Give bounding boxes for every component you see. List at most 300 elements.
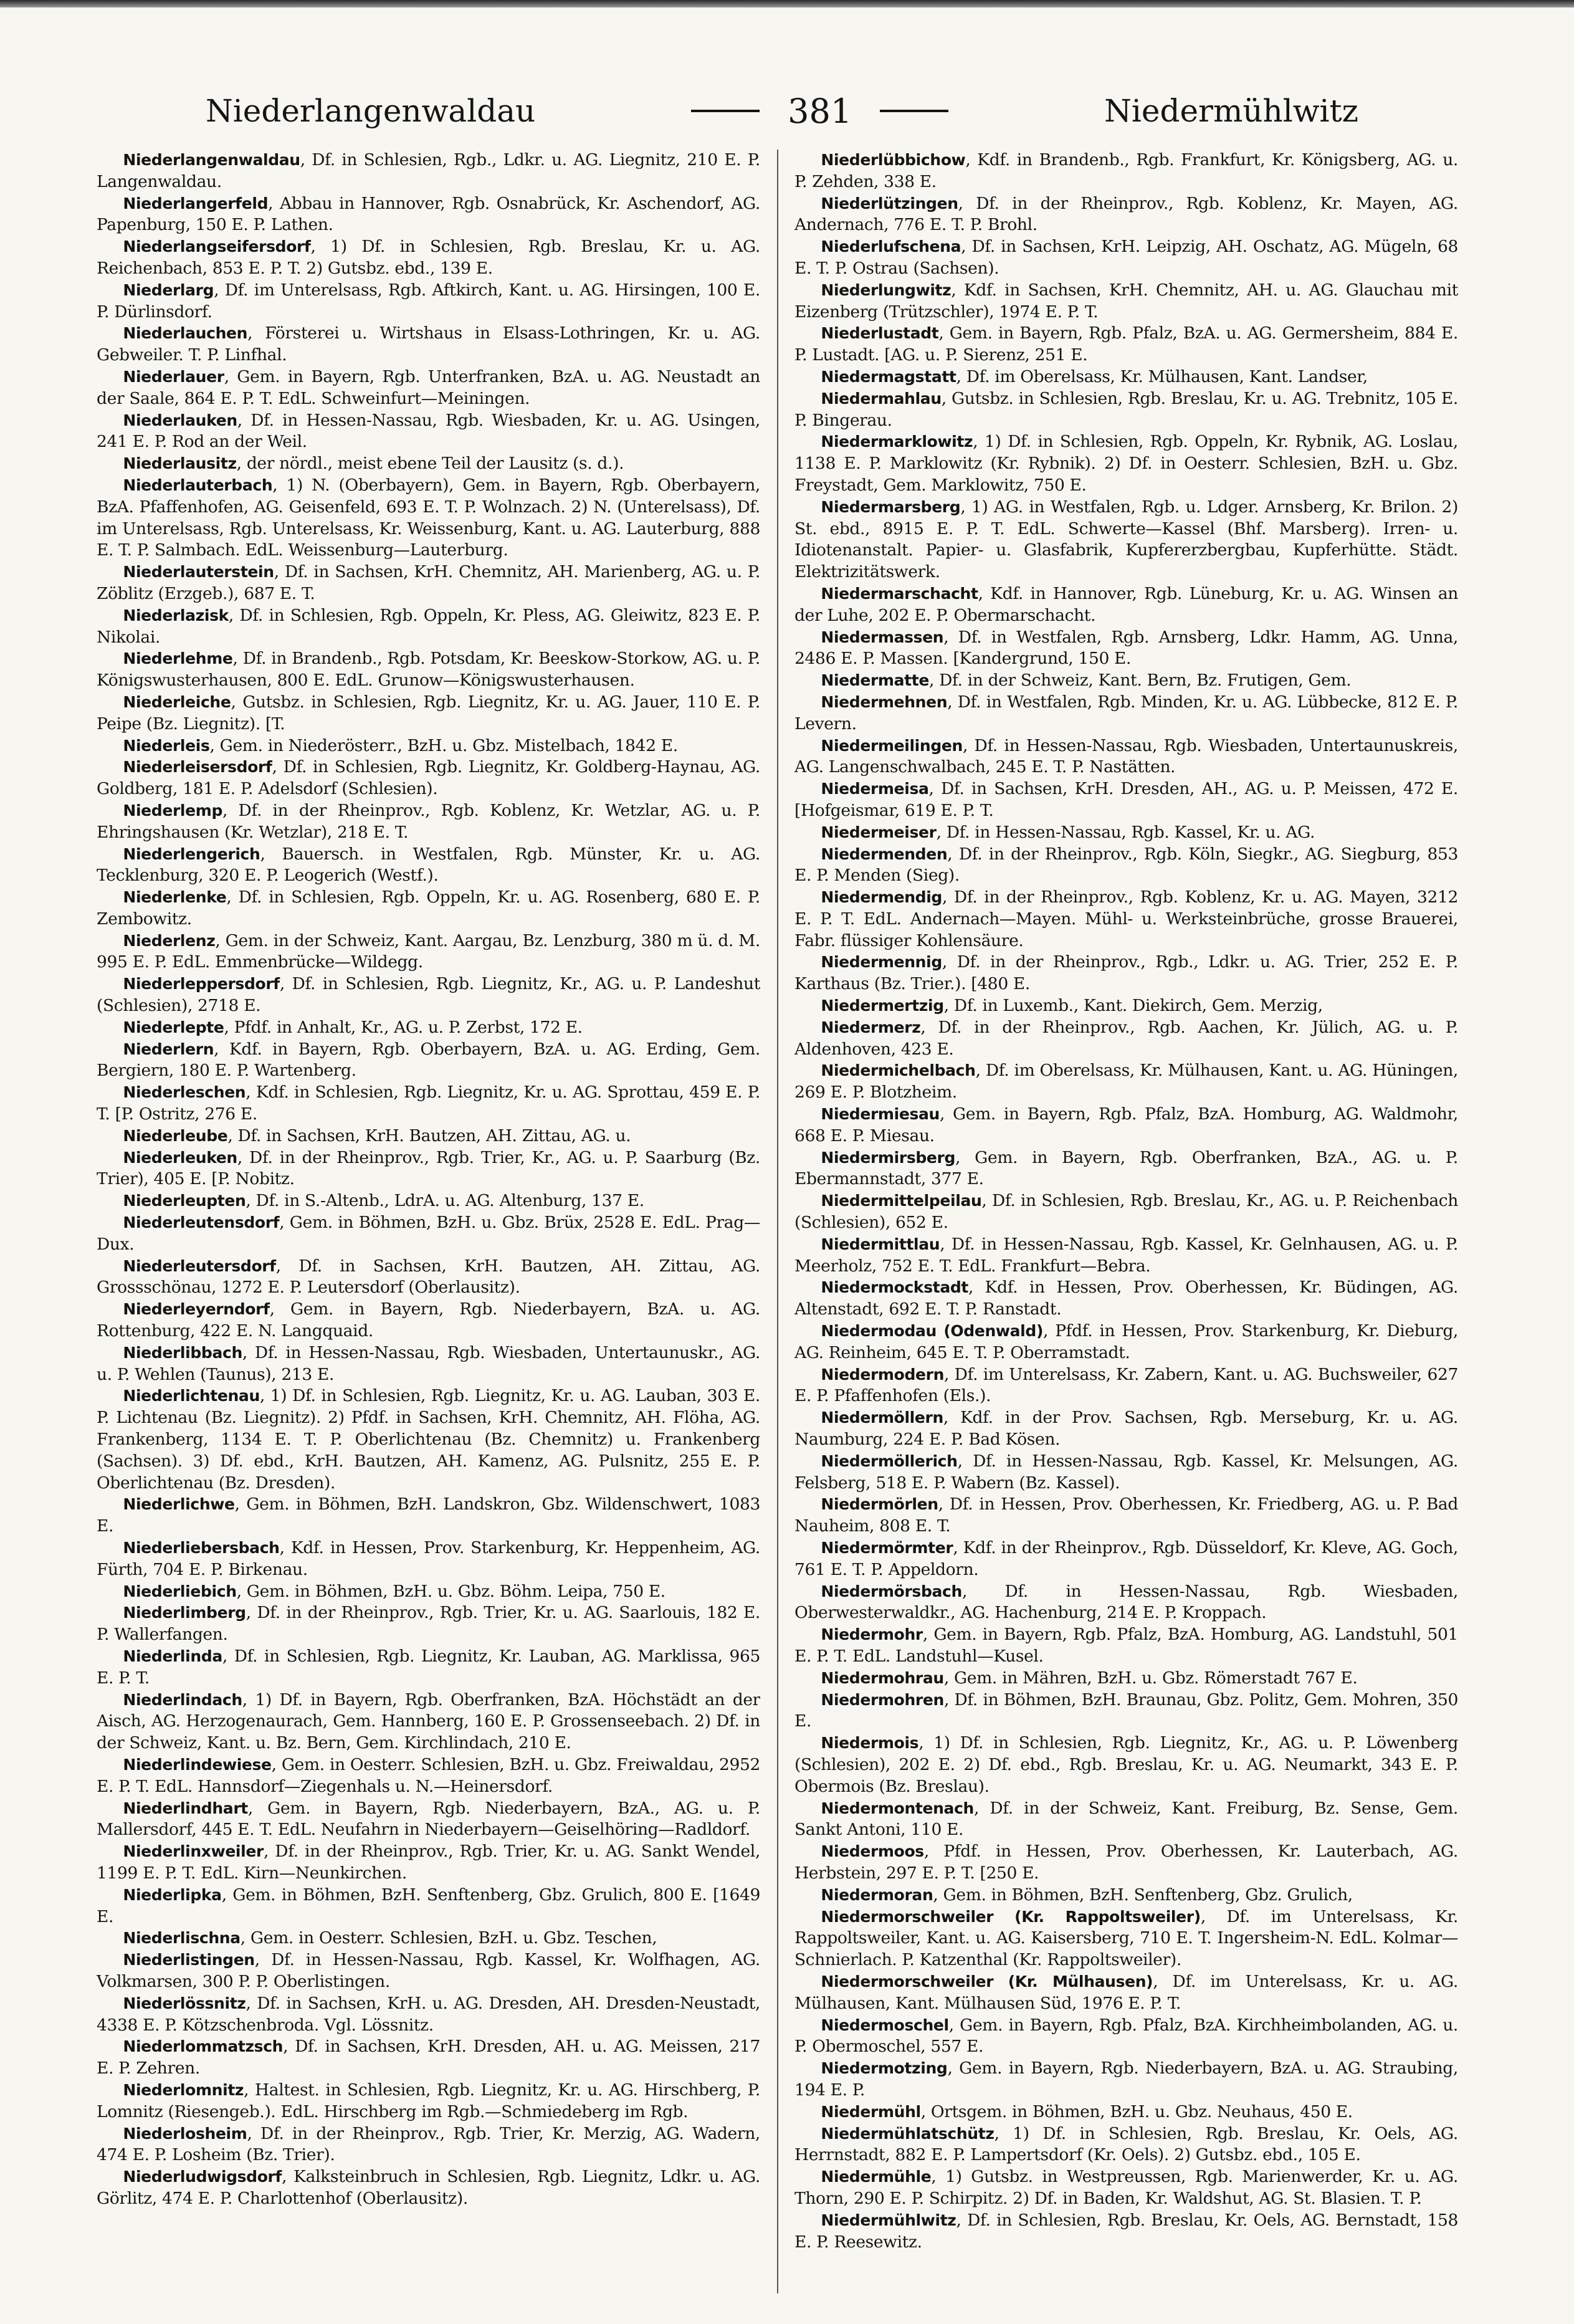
gazetteer-entry bbox=[97, 1993, 760, 2037]
entry-headword: Niedermohrau bbox=[821, 1668, 944, 1687]
gazetteer-entry bbox=[97, 1190, 760, 1212]
entry-headword: Niederlustadt bbox=[821, 324, 939, 343]
gazetteer-entry bbox=[97, 887, 760, 930]
gazetteer-entry bbox=[97, 410, 760, 454]
entry-text: , Df. in Böhmen, BzH. Braunau, Gbz. Politz, Gem. Mohren, 350 E. bbox=[794, 1690, 1458, 1731]
entry-headword: Niedermarschacht bbox=[821, 584, 978, 603]
entry-text: , Df. in Hessen-Nassau, Rgb. Wiesbaden, Kr. u. AG. Usingen, 241 E. P. Rod an der Weil. bbox=[97, 410, 760, 452]
entry-text: , Gem. in Bayern, Rgb. Niederbayern, BzA., AG. u. P. Mallersdorf, 445 E. T. EdL. Neufahrn in Niederbayern—Geiselhöring—Radldorf. bbox=[97, 1798, 760, 1840]
entry-headword: Niederlepte bbox=[123, 1018, 224, 1036]
gazetteer-entry bbox=[794, 1690, 1458, 1733]
gazetteer-entry bbox=[794, 366, 1458, 388]
gazetteer-entry bbox=[97, 1928, 760, 1949]
entry-text: , Df. in Schlesien, Rgb. Liegnitz, Kr. Lauban, AG. Marklissa, 965 E. P. T. bbox=[97, 1646, 760, 1688]
entry-headword: Niederlungwitz bbox=[821, 280, 952, 299]
entry-text: , Gem. in Bayern, Rgb. Pfalz, BzA. Kirchheimbolanden, AG. u. P. Obermoschel, 557 E. bbox=[794, 2015, 1458, 2057]
entry-headword: Niederlinxweiler bbox=[123, 1842, 264, 1861]
entry-headword: Niederlössnitz bbox=[123, 1994, 246, 2012]
gazetteer-entry bbox=[97, 150, 760, 193]
entry-text: , Kdf. in Sachsen, KrH. Chemnitz, AH. u. AG. Glauchau mit Eizenberg (Trützschler), 1974 E. P. T. bbox=[794, 280, 1458, 322]
gazetteer-entry bbox=[97, 930, 760, 974]
header-dash-right bbox=[880, 110, 948, 112]
gazetteer-entry bbox=[97, 648, 760, 692]
entry-text: , Df. im Unterelsass, Kr. Zabern, Kant. u. AG. Buchsweiler, 627 E. P. Pfaffenhofen (Els.). bbox=[794, 1364, 1458, 1406]
entry-text: , Gem. in Bayern, Rgb. Unterfranken, BzA. u. AG. Neustadt an der Saale, 864 E. P. T. EdL. Schweinfurt—Meiningen. bbox=[97, 366, 760, 408]
entry-headword: Niederleube bbox=[123, 1126, 228, 1145]
entry-text: , Gem. in Oesterr. Schlesien, BzH. u. Gbz. Freiwaldau, 2952 E. P. T. EdL. Hannsdorf—Ziegenhals u. N.—Heinersdorf. bbox=[97, 1754, 760, 1796]
gazetteer-entry bbox=[794, 193, 1458, 237]
entry-headword: Niedermockstadt bbox=[821, 1278, 968, 1297]
gazetteer-entry bbox=[794, 952, 1458, 995]
gazetteer-entry bbox=[794, 1494, 1458, 1537]
gazetteer-entry bbox=[794, 1364, 1458, 1408]
entry-text: , Försterei u. Wirtshaus in Elsass-Lothringen, Kr. u. AG. Gebweiler. T. P. Linfhal. bbox=[97, 323, 760, 365]
entry-headword: Niedermagstatt bbox=[821, 367, 956, 386]
entry-headword: Niederleppersdorf bbox=[123, 975, 280, 993]
entry-text: , der nördl., meist ebene Teil der Lausitz (s. d.). bbox=[236, 454, 624, 474]
entry-text: , Df. im Oberelsass, Kr. Mülhausen, Kant. Landser, bbox=[956, 366, 1368, 386]
gazetteer-entry bbox=[97, 323, 760, 366]
entry-headword: Niederlauer bbox=[123, 367, 224, 386]
gazetteer-entry bbox=[794, 1841, 1458, 1885]
entry-text: , Kdf. in der Rheinprov., Rgb. Düsseldorf, Kr. Kleve, AG. Goch, 761 E. T. P. Appeldorn. bbox=[794, 1538, 1458, 1579]
left-column bbox=[97, 150, 760, 2306]
entry-text: , 1) Gutsbz. in Westpreussen, Rgb. Marienwerder, Kr. u. AG. Thorn, 290 E. P. Schirpitz. 2) Df. in Baden, Kr. Waldshut, AG. St. Blasien. T. P. bbox=[794, 2167, 1458, 2208]
entry-headword: Niederleutersdorf bbox=[123, 1256, 276, 1275]
entry-text: , Haltest. in Schlesien, Rgb. Liegnitz, Kr. u. AG. Hirschberg, P. Lomnitz (Riesengeb.). EdL. Hirschberg im Rgb.—Schmiedeberg im Rgb. bbox=[97, 2080, 760, 2121]
entry-headword: Niedermontenach bbox=[821, 1799, 974, 1817]
entry-headword: Niederlarg bbox=[123, 280, 214, 299]
gazetteer-entry bbox=[97, 1082, 760, 1126]
entry-headword: Niedermennig bbox=[821, 953, 942, 972]
entry-text: , Df. in Sachsen, KrH. u. AG. Dresden, AH. Dresden-Neustadt, 4338 E. P. Kötzschenbroda. Vgl. Lössnitz. bbox=[97, 1993, 760, 2035]
entry-text: , Df. in Hessen-Nassau, Rgb. Kassel, Kr. Wolfhagen, AG. Volkmarsen, 300 P. P. Oberlistingen. bbox=[97, 1950, 760, 1991]
entry-text: , Gem. in Niederösterr., BzH. u. Gbz. Mistelbach, 1842 E. bbox=[209, 735, 678, 755]
gazetteer-entry bbox=[97, 1299, 760, 1342]
entry-text: , Df. in Sachsen, KrH. Dresden, AH. u. AG. Meissen, 217 E. P. Zehren. bbox=[97, 2037, 760, 2078]
gazetteer-entry bbox=[794, 1321, 1458, 1364]
entry-text: , Df. in Hessen-Nassau, Rgb. Kassel, Kr. Gelnhausen, AG. u. P. Meerholz, 752 E. T. EdL. Frankfurt—Bebra. bbox=[794, 1234, 1458, 1276]
entry-headword: Niederleiche bbox=[123, 692, 231, 711]
gazetteer-entry bbox=[97, 562, 760, 605]
entry-headword: Niederleuken bbox=[123, 1148, 237, 1167]
gazetteer-entry bbox=[97, 735, 760, 757]
gazetteer-entry bbox=[97, 800, 760, 844]
entry-text: , Gem. in Bayern, Rgb. Pfalz, BzA. Homburg, AG. Waldmohr, 668 E. P. Miesau. bbox=[794, 1104, 1458, 1145]
entry-headword: Niederleutensdorf bbox=[123, 1213, 280, 1232]
entry-headword: Niedermotzing bbox=[821, 2059, 948, 2078]
entry-text: , Df. im Unterelsass, Rgb. Aftkirch, Kant. u. AG. Hirsingen, 100 E. P. Dürlinsdorf. bbox=[97, 280, 760, 322]
header-center bbox=[663, 92, 976, 131]
entry-headword: Niederlichwe bbox=[123, 1495, 235, 1514]
entry-headword: Niedermendig bbox=[821, 888, 942, 907]
entry-text: , Kdf. in Hannover, Rgb. Lüneburg, Kr. u. AG. Winsen an der Luhe, 202 E. P. Obermarschacht. bbox=[794, 583, 1458, 625]
entry-text: , Df. in der Schweiz, Kant. Bern, Bz. Frutigen, Gem. bbox=[928, 671, 1352, 691]
gazetteer-entry bbox=[794, 236, 1458, 280]
entry-text: , Df. in Hessen-Nassau, Rgb. Wiesbaden, Untertaunuskreis, AG. Langenschwalbach, 245 E. T. P. Nastätten. bbox=[794, 735, 1458, 777]
gazetteer-entry bbox=[97, 1212, 760, 1256]
gazetteer-entry bbox=[794, 1668, 1458, 1690]
gazetteer-entry bbox=[97, 1342, 760, 1386]
entry-headword: Niedermoschel bbox=[821, 2016, 949, 2034]
entry-headword: Niedermatte bbox=[821, 671, 929, 690]
entry-headword: Niedermühl bbox=[821, 2102, 921, 2121]
gazetteer-entry bbox=[794, 1407, 1458, 1451]
entry-headword: Niederlufschena bbox=[821, 237, 961, 256]
gazetteer-entry bbox=[794, 1971, 1458, 2015]
entry-headword: Niederlomnitz bbox=[123, 2080, 244, 2099]
gazetteer-entry bbox=[794, 2058, 1458, 2102]
entry-text: , Df. in Schlesien, Rgb. Liegnitz, Kr., AG. u. P. Landeshut (Schlesien), 2718 E. bbox=[97, 974, 760, 1016]
entry-text: , Df. in Brandenb., Rgb. Potsdam, Kr. Beeskow-Storkow, AG. u. P. Königswusterhausen, 800 E. EdL. Grunow—Königswusterhausen. bbox=[97, 649, 760, 691]
gazetteer-entry bbox=[794, 280, 1458, 323]
gazetteer-entry bbox=[97, 1798, 760, 1842]
entry-text: , Df. in der Rheinprov., Rgb. Köln, Siegkr., AG. Siegburg, 853 E. P. Menden (Sieg). bbox=[794, 844, 1458, 886]
gazetteer-entry bbox=[97, 1017, 760, 1039]
gazetteer-entry bbox=[97, 1690, 760, 1754]
running-header bbox=[206, 86, 1358, 136]
entry-text: , Df. in der Rheinprov., Rgb. Koblenz, Kr. Mayen, AG. Andernach, 776 E. T. P. Brohl. bbox=[794, 193, 1458, 235]
entry-headword: Niedermenden bbox=[821, 844, 948, 863]
gazetteer-entry bbox=[97, 605, 760, 649]
entry-text: , 1) Df. in Bayern, Rgb. Oberfranken, BzA. Höchstädt an der Aisch, AG. Herzogenaurach, Gem. Hannberg, 160 E. P. Grossenseebach. 2) Df. in der Schweiz, Kant. u. Bz. Bern, Gem. Kirchlindach, 210 E. bbox=[97, 1690, 760, 1753]
header-left-term: Niederlangenwaldau bbox=[206, 93, 536, 129]
entry-headword: Niedermeiser bbox=[821, 823, 937, 841]
entry-text: , 1) Df. in Schlesien, Rgb. Oppeln, Kr. Rybnik, AG. Loslau, 1138 E. P. Marklowitz (Kr. Rybnik). 2) Df. in Oesterr. Schlesien, BzH. u. Gbz. Freystadt, Gem. Marklowitz, 750 E. bbox=[794, 432, 1458, 495]
gazetteer-entry bbox=[794, 1277, 1458, 1321]
entry-headword: Niederlehme bbox=[123, 649, 233, 668]
entry-text: , Df. im Oberelsass, Kr. Mülhausen, Kant. u. AG. Hüningen, 269 E. P. Blotzheim. bbox=[794, 1061, 1458, 1102]
entry-headword: Niederlangseifersdorf bbox=[123, 237, 311, 256]
gazetteer-entry bbox=[97, 366, 760, 410]
page-number: 381 bbox=[788, 91, 852, 131]
entry-headword: Niederleupten bbox=[123, 1192, 246, 1210]
entry-headword: Niederlichtenau bbox=[123, 1387, 260, 1405]
gazetteer-entry bbox=[794, 1104, 1458, 1147]
gazetteer-entry bbox=[794, 1060, 1458, 1104]
entry-text: , Df. in Schlesien, Rgb., Ldkr. u. AG. Liegnitz, 210 E. P. Langenwaldau. bbox=[97, 150, 760, 191]
gazetteer-entry bbox=[794, 583, 1458, 627]
gazetteer-entry bbox=[97, 844, 760, 887]
entry-headword: Niedermichelbach bbox=[821, 1061, 976, 1080]
entry-headword: Niedermörmter bbox=[821, 1539, 953, 1557]
gazetteer-entry bbox=[794, 627, 1458, 671]
entry-text: , Df. in Schlesien, Rgb. Breslau, Kr., AG. u. P. Reichenbach (Schlesien), 652 E. bbox=[794, 1191, 1458, 1233]
entry-text: , Gem. in der Schweiz, Kant. Aargau, Bz. Lenzburg, 380 m ü. d. M. 995 E. P. EdL. Emmenbrücke—Wildegg. bbox=[97, 930, 760, 972]
entry-headword: Niedermörlen bbox=[821, 1495, 938, 1514]
entry-text: , Kdf. in Bayern, Rgb. Oberbayern, BzA. u. AG. Erding, Gem. Bergiern, 180 E. P. Wartenberg. bbox=[97, 1039, 760, 1081]
gazetteer-entry bbox=[97, 1602, 760, 1646]
entry-headword: Niederleyerndorf bbox=[123, 1300, 270, 1319]
entry-text: , Df. in der Rheinprov., Rgb. Koblenz, Kr. u. AG. Mayen, 3212 E. P. T. EdL. Andernach—Mayen. Mühl- u. Werksteinbrüche, grosse Brauerei, Fabr. flüssiger Kohlensäure. bbox=[794, 887, 1458, 950]
entry-headword: Niederleschen bbox=[123, 1083, 246, 1102]
gazetteer-entry bbox=[794, 670, 1458, 692]
gazetteer-entry bbox=[794, 1885, 1458, 1906]
entry-headword: Niederleisersdorf bbox=[123, 758, 272, 777]
entry-text: , Gem. in Böhmen, BzH. Landskron, Gbz. Wildenschwert, 1083 E. bbox=[97, 1494, 760, 1536]
entry-text: , Df. in Sachsen, KrH. Bautzen, AH. Zittau, AG. Grossschönau, 1272 E. P. Leutersdorf (Oberlausitz). bbox=[97, 1256, 760, 1298]
gazetteer-entry bbox=[97, 1581, 760, 1603]
entry-headword: Niederlauterbach bbox=[123, 476, 273, 494]
gazetteer-entry bbox=[794, 1451, 1458, 1494]
entry-headword: Niederlipka bbox=[123, 1885, 222, 1904]
entry-headword: Niederlauterstein bbox=[123, 563, 274, 581]
gazetteer-entry bbox=[97, 1754, 760, 1798]
entry-headword: Niedermöllerich bbox=[821, 1451, 958, 1470]
entry-text: , Gem. in Bayern, Rgb. Pfalz, BzA. u. AG. Germersheim, 884 E. P. Lustadt. [AG. u. P. Sierenz, 251 E. bbox=[794, 323, 1458, 365]
gazetteer-entry bbox=[97, 1949, 760, 1993]
entry-headword: Niedermohr bbox=[821, 1625, 923, 1644]
entry-text: , Gem. in Bayern, Rgb. Niederbayern, BzA. u. AG. Rottenburg, 422 E. N. Langquaid. bbox=[97, 1299, 760, 1341]
gazetteer-entry bbox=[794, 2210, 1458, 2254]
entry-headword: Niedermühlwitz bbox=[821, 2211, 956, 2229]
gazetteer-entry bbox=[97, 1494, 760, 1537]
gazetteer-entry bbox=[97, 2080, 760, 2123]
entry-headword: Niedermohren bbox=[821, 1690, 944, 1709]
entry-text: , Gem. in Bayern, Rgb. Niederbayern, BzA. u. AG. Straubing, 194 E. P. bbox=[794, 2059, 1458, 2100]
entry-text: , Gem. in Bayern, Rgb. Pfalz, BzA. Homburg, AG. Landstuhl, 501 E. P. T. EdL. Landstuhl—Kusel. bbox=[794, 1625, 1458, 1666]
entry-headword: Niedermittelpeilau bbox=[821, 1192, 982, 1210]
gazetteer-entry bbox=[794, 822, 1458, 844]
gazetteer-entry bbox=[97, 2036, 760, 2080]
entry-text: , Df. in S.-Altenb., LdrA. u. AG. Altenburg, 137 E. bbox=[246, 1191, 644, 1211]
gazetteer-entry bbox=[794, 1581, 1458, 1625]
gazetteer-entry bbox=[794, 1234, 1458, 1278]
entry-text: , Df. in Hessen, Prov. Oberhessen, Kr. Friedberg, AG. u. P. Bad Nauheim, 808 E. T. bbox=[794, 1494, 1458, 1536]
entry-headword: Niederlommatzsch bbox=[123, 2037, 284, 2056]
entry-headword: Niederlinda bbox=[123, 1647, 222, 1665]
gazetteer-entry bbox=[97, 1841, 760, 1885]
entry-headword: Niederlemp bbox=[123, 801, 222, 820]
gazetteer-entry bbox=[97, 236, 760, 280]
entry-text: , 1) AG. in Westfalen, Rgb. u. Ldger. Arnsberg, Kr. Brilon. 2) St. ebd., 8915 E. P. T. EdL. Schwerte—Kassel (Bhf. Marsberg). Irren- u. Idiotenanstalt. Papier- u. Glasfabrik, Kupfererzbergbau, Kupferhütte. Städt. Elektrizitätswerk. bbox=[794, 497, 1458, 582]
entry-headword: Niedermühlatschütz bbox=[821, 2124, 994, 2143]
entry-text: , Gem. in Böhmen, BzH. u. Gbz. Böhm. Leipa, 750 E. bbox=[236, 1581, 665, 1601]
entry-text: , 1) N. (Oberbayern), Gem. in Bayern, Rgb. Oberbayern, BzA. Pfaffenhofen, AG. Geisenfeld, 693 E. T. P. Wolnzach. 2) N. (Unterelsass), Df. im Unterelsass, Rgb. Unterelsass, Kr. Weissenburg, Kant. u. AG. Lauterburg, 888 E. T. P. Salmbach. EdL. Weissenburg—Lauterburg. bbox=[97, 475, 760, 560]
gazetteer-entry bbox=[794, 2166, 1458, 2210]
entry-text: , Df. in Schlesien, Rgb. Breslau, Kr. Oels, AG. Bernstadt, 158 E. P. Reesewitz. bbox=[794, 2210, 1458, 2252]
entry-headword: Niedermois bbox=[821, 1734, 919, 1753]
entry-text: , 1) Df. in Schlesien, Rgb. Liegnitz, Kr. u. AG. Lauban, 303 E. P. Lichtenau (Bz. Liegnitz). 2) Pfdf. in Sachsen, KrH. Chemnitz, AH. Flöha, AG. Frankenberg, 1134 E. T. P. Oberlichtenau (Bz. Chemnitz) u. Frankenberg (Sachsen). 3) Df. ebd., KrH. Bautzen, AH. Kamenz, AG. Pulsnitz, 255 E. P. Oberlichtenau (Bz. Dresden). bbox=[97, 1386, 760, 1493]
entry-text: , Df. in Sachsen, KrH. Dresden, AH., AG. u. P. Meissen, 472 E. [Hofgeismar, 619 E. P. T. bbox=[794, 779, 1458, 820]
entry-text: , 1) Df. in Schlesien, Rgb. Breslau, Kr. Oels, AG. Herrnstadt, 882 E. P. Lampertsdorf (Kr. Oels). 2) Gutsbz. ebd., 105 E. bbox=[794, 2123, 1458, 2165]
entry-headword: Niedermühle bbox=[821, 2168, 932, 2186]
entry-headword: Niederlistingen bbox=[123, 1951, 255, 1969]
gazetteer-entry bbox=[794, 2102, 1458, 2123]
right-column bbox=[794, 150, 1458, 2306]
entry-headword: Niederliebersbach bbox=[123, 1539, 280, 1557]
entry-headword: Niedermirsberg bbox=[821, 1148, 956, 1167]
entry-text: , Kdf. in Hessen, Prov. Oberhessen, Kr. Büdingen, AG. Altenstadt, 692 E. T. P. Ranstadt. bbox=[794, 1278, 1458, 1319]
entry-text: , Df. in der Rheinprov., Rgb. Aachen, Kr. Jülich, AG. u. P. Aldenhoven, 423 E. bbox=[794, 1017, 1458, 1059]
gazetteer-entry bbox=[794, 887, 1458, 952]
entry-headword: Niedermoos bbox=[821, 1842, 924, 1861]
entry-text: , Df. in Sachsen, KrH. Bautzen, AH. Zittau, AG. u. bbox=[227, 1126, 631, 1145]
entry-headword: Niederlindhart bbox=[123, 1799, 248, 1817]
gazetteer-entry bbox=[794, 844, 1458, 887]
entry-headword: Niederlazisk bbox=[123, 606, 229, 624]
entry-text: , Df. in Sachsen, KrH. Chemnitz, AH. Marienberg, AG. u. P. Zöblitz (Erzgeb.), 687 E. T. bbox=[97, 562, 760, 603]
entry-headword: Niederlern bbox=[123, 1040, 214, 1058]
entry-headword: Niederleis bbox=[123, 736, 210, 755]
entry-headword: Niederlindewiese bbox=[123, 1755, 272, 1774]
entry-headword: Niederlengerich bbox=[123, 844, 260, 863]
entry-text: , Df. in der Rheinprov., Rgb. Koblenz, Kr. Wetzlar, AG. u. P. Ehringshausen (Kr. Wetzlar), 218 E. T. bbox=[97, 800, 760, 842]
entry-text: , Df. in der Rheinprov., Rgb. Trier, Kr. u. AG. Saarlouis, 182 E. P. Wallerfangen. bbox=[97, 1603, 760, 1645]
entry-headword: Niedermöllern bbox=[821, 1408, 943, 1427]
gazetteer-entry bbox=[97, 1537, 760, 1581]
entry-headword: Niederlangenwaldau bbox=[123, 151, 300, 169]
entry-headword: Niedermorschweiler (Kr. Mülhausen) bbox=[821, 1972, 1153, 1991]
entry-headword: Niederlenke bbox=[123, 888, 227, 907]
gazetteer-entry bbox=[97, 757, 760, 800]
entry-text: , Gutsbz. in Schlesien, Rgb. Liegnitz, Kr. u. AG. Jauer, 110 E. P. Peipe (Bz. Liegnitz). [T. bbox=[97, 692, 760, 734]
entry-text: , Df. in Hessen-Nassau, Rgb. Kassel, Kr. Melsungen, AG. Felsberg, 518 E. P. Wabern (Bz. Kassel). bbox=[794, 1451, 1458, 1493]
gazetteer-entry bbox=[97, 1039, 760, 1083]
entry-text: , Bauersch. in Westfalen, Rgb. Münster, Kr. u. AG. Tecklenburg, 320 E. P. Leogerich (Westf.). bbox=[97, 844, 760, 886]
gazetteer-entry bbox=[794, 1798, 1458, 1842]
entry-text: , Df. in Sachsen, KrH. Leipzig, AH. Oschatz, AG. Mügeln, 68 E. T. P. Ostrau (Sachsen). bbox=[794, 237, 1458, 278]
entry-text: , Df. in Westfalen, Rgb. Arnsberg, Ldkr. Hamm, AG. Unna, 2486 E. P. Massen. [Kandergrund, 150 E. bbox=[794, 627, 1458, 669]
entry-text: , Gem. in Böhmen, BzH. u. Gbz. Brüx, 2528 E. EdL. Prag—Dux. bbox=[97, 1213, 760, 1254]
entry-headword: Niedermodau (Odenwald) bbox=[821, 1322, 1044, 1341]
gazetteer-entry bbox=[794, 1906, 1458, 1971]
entry-headword: Niedermeisa bbox=[821, 780, 929, 798]
entry-text: , Df. in Hessen-Nassau, Rgb. Wiesbaden, Untertaunuskr., AG. u. P. Wehlen (Taunus), 213 E. bbox=[97, 1342, 760, 1384]
entry-text: , Df. in Luxemb., Kant. Diekirch, Gem. Merzig, bbox=[943, 996, 1323, 1016]
gazetteer-entry bbox=[794, 1190, 1458, 1234]
entry-text: , Gem. in Mähren, BzH. u. Gbz. Römerstadt 767 E. bbox=[943, 1668, 1358, 1688]
entry-text: , Kdf. in Brandenb., Rgb. Frankfurt, Kr. Königsberg, AG. u. P. Zehden, 338 E. bbox=[794, 150, 1458, 191]
entry-headword: Niederlischna bbox=[123, 1929, 241, 1948]
entry-text: , Pfdf. in Hessen, Prov. Oberhessen, Kr. Lauterbach, AG. Herbstein, 297 E. P. T. [250 E. bbox=[794, 1842, 1458, 1883]
gazetteer-entry bbox=[794, 1624, 1458, 1668]
gazetteer-entry bbox=[794, 778, 1458, 822]
entry-text: , Df. in der Rheinprov., Rgb. Trier, Kr., AG. u. P. Saarburg (Bz. Trier), 405 E. [P. Nobitz. bbox=[97, 1147, 760, 1189]
gazetteer-entry bbox=[97, 1126, 760, 1147]
entry-headword: Niederlauken bbox=[123, 411, 237, 429]
entry-headword: Niederlimberg bbox=[123, 1604, 246, 1622]
entry-text: , Df. in Schlesien, Rgb. Liegnitz, Kr. Goldberg-Haynau, AG. Goldberg, 181 E. P. Adelsdorf (Schlesien). bbox=[97, 757, 760, 799]
entry-headword: Niederlützingen bbox=[821, 194, 958, 213]
entry-text: , Gutsbz. in Schlesien, Rgb. Breslau, Kr. u. AG. Trebnitz, 105 E. P. Bingerau. bbox=[794, 388, 1458, 430]
gazetteer-entry bbox=[97, 2123, 760, 2167]
gazetteer-entry bbox=[97, 1385, 760, 1494]
gazetteer-entry bbox=[794, 388, 1458, 432]
entry-text: , Df. in Schlesien, Rgb. Oppeln, Kr. Pless, AG. Gleiwitz, 823 E. P. Nikolai. bbox=[97, 605, 760, 647]
entry-headword: Niedermörsbach bbox=[821, 1582, 962, 1600]
column-divider bbox=[777, 150, 778, 2293]
entry-headword: Niedermassen bbox=[821, 628, 944, 646]
gazetteer-entry bbox=[97, 1256, 760, 1299]
entry-text: , 1) Df. in Schlesien, Rgb. Liegnitz, Kr., AG. u. P. Löwenberg (Schlesien), 202 E. 2) Df. ebd., Rgb. Breslau, Kr. u. AG. Neumarkt, 343 E. P. Obermois (Bz. Breslau). bbox=[794, 1733, 1458, 1796]
entry-text: , Abbau in Hannover, Rgb. Osnabrück, Kr. Aschendorf, AG. Papenburg, 150 E. P. Lathen. bbox=[97, 193, 760, 235]
entry-text: , Df. im Unterelsass, Kr. Rappoltsweiler, Kant. u. AG. Kaisersberg, 710 E. T. Ingersheim-N. EdL. Kolmar—Schnierlach. P. Katzenthal (Kr. Rappoltsweiler). bbox=[794, 1906, 1458, 1970]
entry-text: , Ortsgem. in Böhmen, BzH. u. Gbz. Neuhaus, 450 E. bbox=[920, 2102, 1353, 2121]
entry-headword: Niederlenz bbox=[123, 931, 216, 950]
entry-text: , Gem. in Bayern, Rgb. Oberfranken, BzA., AG. u. P. Ebermannstadt, 377 E. bbox=[794, 1147, 1458, 1189]
gazetteer-entry bbox=[794, 2123, 1458, 2167]
entry-headword: Niedermerz bbox=[821, 1018, 921, 1036]
gazetteer-entry bbox=[794, 431, 1458, 496]
entry-headword: Niedermehnen bbox=[821, 692, 948, 711]
entry-text: , Kdf. in Hessen, Prov. Starkenburg, Kr. Heppenheim, AG. Fürth, 704 E. P. Birkenau. bbox=[97, 1538, 760, 1579]
entry-headword: Niederludwigsdorf bbox=[123, 2168, 282, 2186]
gazetteer-entry bbox=[97, 453, 760, 475]
gazetteer-entry bbox=[97, 692, 760, 735]
entry-text: , Df. im Unterelsass, Kr. u. AG. Mülhausen, Kant. Mülhausen Süd, 1976 E. P. T. bbox=[794, 1971, 1458, 2013]
entry-text: , Df. in der Rheinprov., Rgb., Ldkr. u. AG. Trier, 252 E. P. Karthaus (Bz. Trier.). [480 E. bbox=[794, 952, 1458, 994]
gazetteer-entry bbox=[794, 2015, 1458, 2059]
entry-headword: Niedermertzig bbox=[821, 997, 944, 1015]
entry-headword: Niedermahlau bbox=[821, 389, 942, 408]
gazetteer-entry bbox=[794, 995, 1458, 1017]
entry-headword: Niederliebich bbox=[123, 1582, 237, 1600]
entry-text: , Gem. in Böhmen, BzH. Senftenberg, Gbz. Grulich, 800 E. [1649 E. bbox=[97, 1885, 760, 1926]
entry-headword: Niedermodern bbox=[821, 1365, 945, 1384]
entry-text: , Df. in der Schweiz, Kant. Freiburg, Bz. Sense, Gem. Sankt Antoni, 110 E. bbox=[794, 1798, 1458, 1840]
entry-text: , Df. in der Rheinprov., Rgb. Trier, Kr. u. AG. Sankt Wendel, 1199 E. P. T. EdL. Kirn—Neunkirchen. bbox=[97, 1842, 760, 1883]
entry-headword: Niederlübbichow bbox=[821, 151, 966, 169]
entry-text: , Gem. in Böhmen, BzH. Senftenberg, Gbz. Grulich, bbox=[933, 1885, 1353, 1905]
entry-text: , Kdf. in Schlesien, Rgb. Liegnitz, Kr. u. AG. Sprottau, 459 E. P. T. [P. Ostritz, 276 E. bbox=[97, 1083, 760, 1124]
gazetteer-entry bbox=[794, 150, 1458, 193]
entry-headword: Niedermorschweiler (Kr. Rappoltsweiler) bbox=[821, 1907, 1201, 1926]
entry-headword: Niederlibbach bbox=[123, 1343, 242, 1362]
entry-headword: Niedermittlau bbox=[821, 1235, 940, 1253]
gazetteer-entry bbox=[97, 2166, 760, 2210]
entry-text: , Df. in Hessen-Nassau, Rgb. Wiesbaden, Oberwesterwaldkr., AG. Hachenburg, 214 E. P. Kroppach. bbox=[794, 1581, 1458, 1623]
gazetteer-entry bbox=[97, 475, 760, 562]
entry-text: , Pfdf. in Anhalt, Kr., AG. u. P. Zerbst, 172 E. bbox=[224, 1017, 583, 1037]
gazetteer-entry bbox=[794, 497, 1458, 583]
gazetteer-entry bbox=[97, 1885, 760, 1928]
entry-headword: Niedermarklowitz bbox=[821, 433, 973, 451]
gazetteer-entry bbox=[794, 1147, 1458, 1191]
gazetteer-entry bbox=[97, 193, 760, 237]
entry-headword: Niederlausitz bbox=[123, 454, 237, 473]
page-top-edge bbox=[0, 0, 1574, 7]
entry-headword: Niedermeilingen bbox=[821, 736, 963, 755]
gazetteer-entry bbox=[794, 692, 1458, 735]
entry-text: , Gem. in Oesterr. Schlesien, BzH. u. Gbz. Teschen, bbox=[240, 1928, 657, 1948]
entry-headword: Niedermarsberg bbox=[821, 497, 961, 516]
gazetteer-entry bbox=[794, 735, 1458, 779]
gazetteer-entry bbox=[794, 323, 1458, 366]
entry-text: , Df. in der Rheinprov., Rgb. Trier, Kr. Merzig, AG. Wadern, 474 E. P. Losheim (Bz. Trier). bbox=[97, 2123, 760, 2165]
gazetteer-entry bbox=[97, 1147, 760, 1191]
entry-text: , Kdf. in der Prov. Sachsen, Rgb. Merseburg, Kr. u. AG. Naumburg, 224 E. P. Bad Kösen. bbox=[794, 1408, 1458, 1450]
gazetteer-entry bbox=[97, 280, 760, 323]
entry-text: , Df. in Hessen-Nassau, Rgb. Kassel, Kr. u. AG. bbox=[936, 822, 1315, 842]
entry-headword: Niedermiesau bbox=[821, 1105, 940, 1124]
entry-headword: Niederlindach bbox=[123, 1690, 242, 1709]
entry-headword: Niederlosheim bbox=[123, 2124, 247, 2143]
entry-text: , 1) Df. in Schlesien, Rgb. Breslau, Kr. u. AG. Reichenbach, 853 E. P. T. 2) Gutsbz. ebd., 139 E. bbox=[97, 237, 760, 278]
gazetteer-entry bbox=[97, 1646, 760, 1690]
gazetteer-entry bbox=[794, 1537, 1458, 1581]
entry-text: , Df. in Schlesien, Rgb. Oppeln, Kr. u. AG. Rosenberg, 680 E. P. Zembowitz. bbox=[97, 887, 760, 929]
gazetteer-entry bbox=[97, 973, 760, 1017]
gazetteer-entry bbox=[794, 1733, 1458, 1797]
gazetteer-entry bbox=[794, 1017, 1458, 1061]
header-right-term: Niedermühlwitz bbox=[1104, 93, 1358, 129]
entry-text: , Pfdf. in Hessen, Prov. Starkenburg, Kr. Dieburg, AG. Reinheim, 645 E. T. P. Oberramstadt. bbox=[794, 1321, 1458, 1362]
header-dash-left bbox=[691, 110, 760, 112]
entry-text: , Df. in Westfalen, Rgb. Minden, Kr. u. AG. Lübbecke, 812 E. P. Levern. bbox=[794, 692, 1458, 734]
entry-text: , Kalksteinbruch in Schlesien, Rgb. Liegnitz, Ldkr. u. AG. Görlitz, 474 E. P. Charlottenhof (Oberlausitz). bbox=[97, 2167, 760, 2208]
entry-headword: Niederlauchen bbox=[123, 324, 248, 343]
